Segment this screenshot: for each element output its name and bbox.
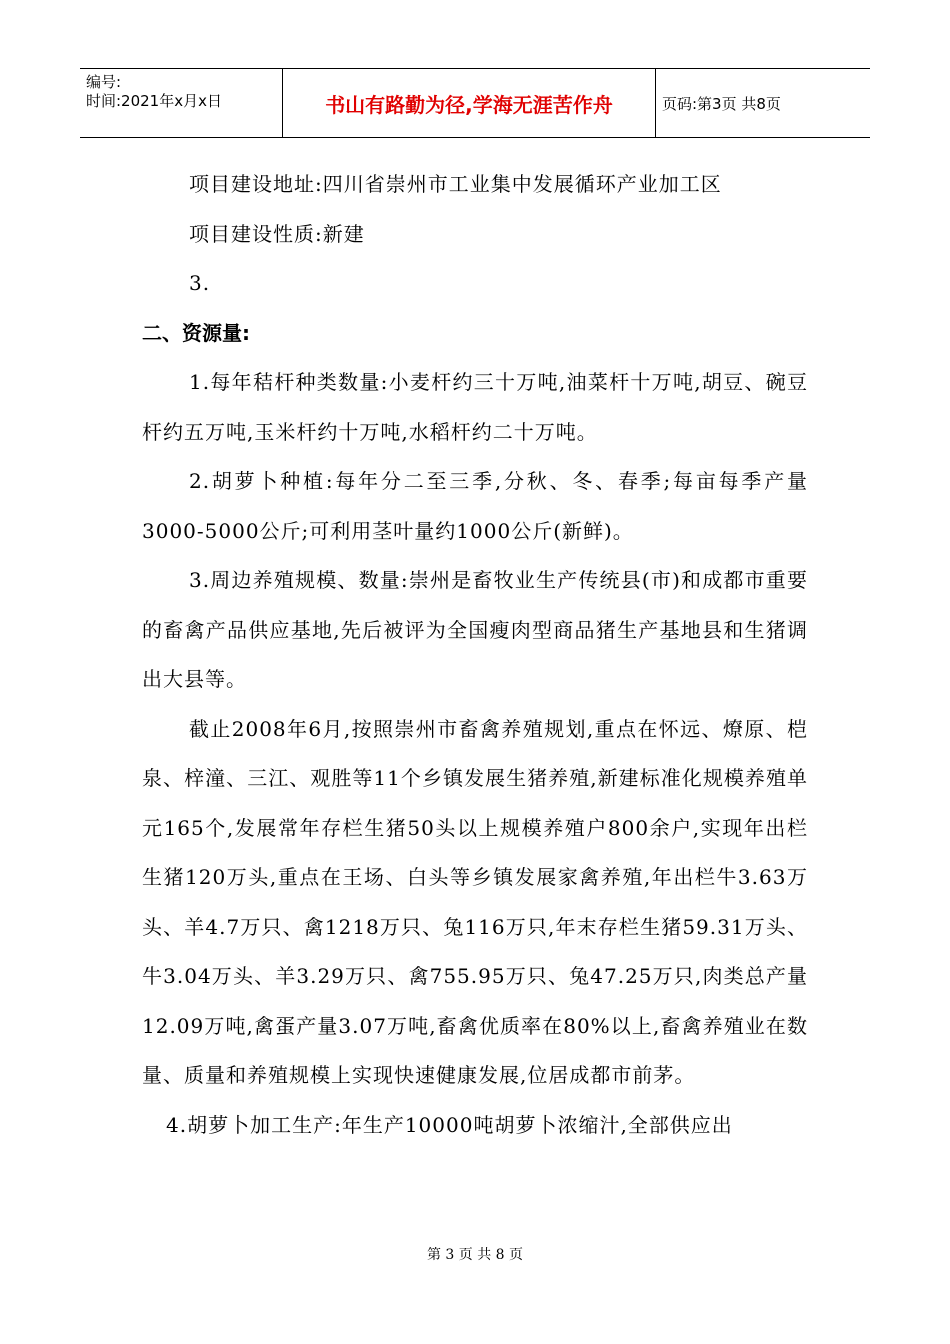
- section-heading: 二、资源量:: [142, 320, 250, 345]
- project-nature: 项目建设性质:新建: [189, 221, 365, 246]
- header-page-info: 页码:第3页 共8页: [662, 94, 781, 113]
- paragraph-livestock-stats: 截止2008年6月,按照崇州市畜禽养殖规划,重点在怀远、燎原、桤泉、梓潼、三江、观胜等11个乡镇发展生猪养殖,新建标准化规模养殖单元165个,发展常年存栏生猪50头以上规模养殖户800余户,实现年出栏生猪120万头,重点在王场、白头等乡镇发展家禽养殖,年出栏牛3.63万头、羊4.7万只、禽1218万只、兔116万只,年末存栏生猪59.31万头、牛3.04万头、羊3.29万只、禽755.95万只、兔47.25万只,肉类总产量12.09万吨,禽蛋产量3.07万吨,畜禽优质率在80%以上,畜禽养殖业在数量、质量和养殖规模上实现快速健康发展,位居成都市前茅。: [142, 716, 808, 1087]
- paragraph-livestock-scale: 3.周边养殖规模、数量:崇州是畜牧业生产传统县(市)和成都市重要的畜禽产品供应基地,先后被评为全国瘦肉型商品猪生产基地县和生猪调出大县等。: [142, 568, 808, 691]
- paragraph-carrot-planting: 2.胡萝卜种植:每年分二至三季,分秋、冬、春季;每亩每季产量3000-5000公斤;可利用茎叶量约1000公斤(新鲜)。: [142, 469, 808, 543]
- document-body: [142, 160, 808, 1150]
- paragraph-carrot-processing: 4.胡萝卜加工生产:年生产10000吨胡萝卜浓缩汁,全部供应出: [166, 1112, 733, 1137]
- header-meta: [80, 69, 282, 137]
- paragraph-straw: 1.每年秸杆种类数量:小麦杆约三十万吨,油菜杆十万吨,胡豆、碗豆杆约五万吨,玉米杆约十万吨,水稻杆约二十万吨。: [142, 370, 808, 444]
- page-header: [80, 68, 870, 138]
- item-number: 3.: [189, 271, 211, 295]
- page-footer: 第 3 页 共 8 页: [426, 1247, 524, 1263]
- project-address: 项目建设地址:四川省崇州市工业集中发展循环产业加工区: [189, 172, 722, 196]
- document-time-label: 时间:2021年x月x日: [86, 92, 222, 110]
- header-motto: 书山有路勤为径,学海无涯苦作舟: [282, 69, 656, 137]
- document-number-label: 编号:: [86, 73, 122, 91]
